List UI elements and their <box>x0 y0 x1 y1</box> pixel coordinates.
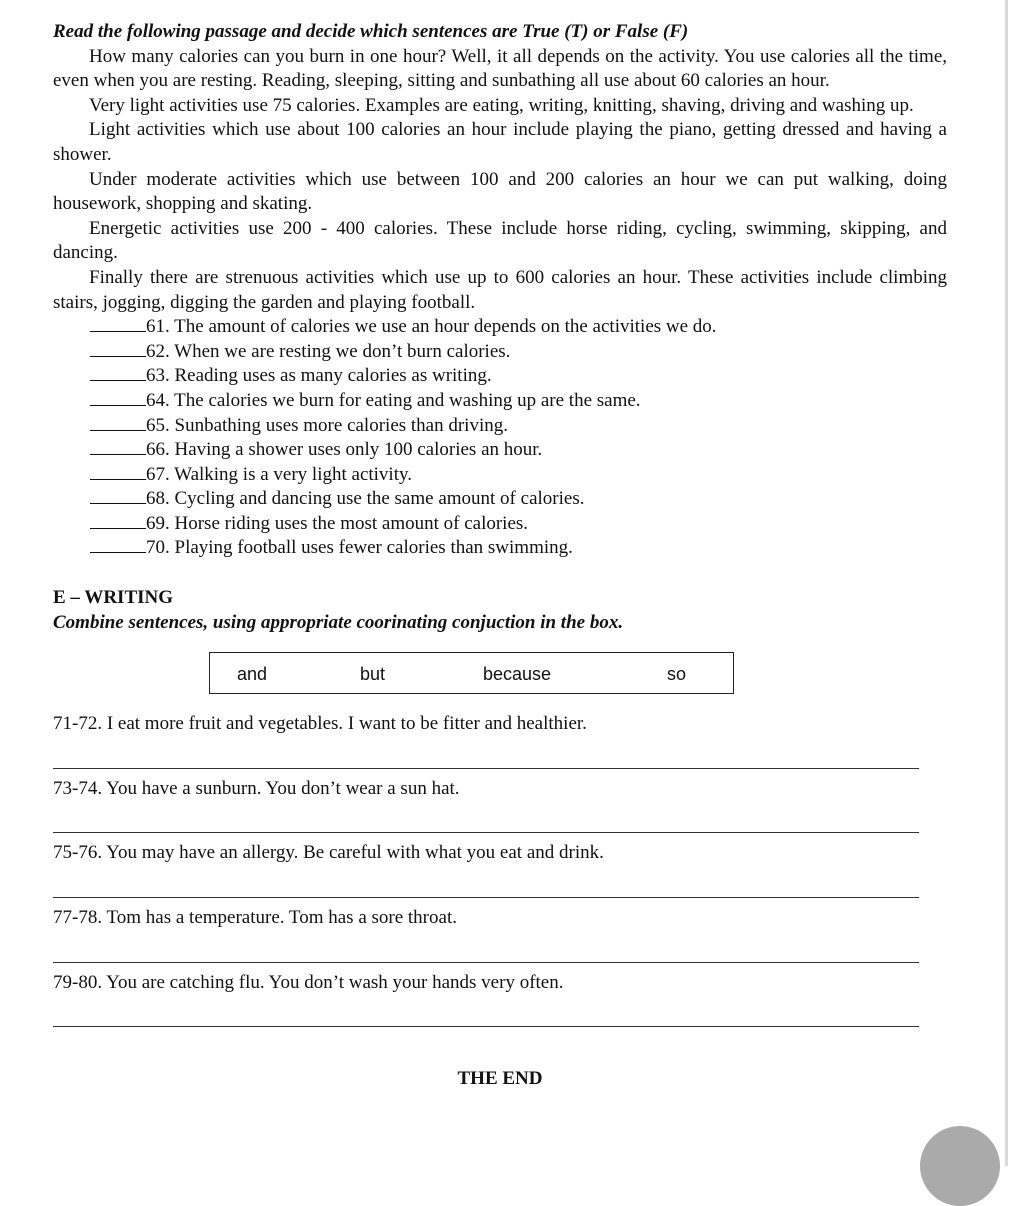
answer-blank[interactable] <box>90 489 146 504</box>
writing-prompt: 79-80. You are catching flu. You don’t wash your hands very often. <box>53 971 564 993</box>
question-item <box>53 463 947 488</box>
writing-items <box>53 712 947 1027</box>
conjunction-word: so <box>667 664 687 685</box>
writing-heading: E – WRITING <box>53 587 174 609</box>
writing-prompt: 77-78. Tom has a temperature. Tom has a sore throat. <box>53 907 457 929</box>
passage-paragraph: How many calories can you burn in one hour? Well, it all depends on the activity. You use calories all the time, even when you are resting. Reading, sleeping, sitting and sunbathing all use about 60 calories an hour. <box>53 45 947 92</box>
question-item <box>53 438 947 463</box>
conjunction-word: but <box>360 664 386 685</box>
question-text: 67. Walking is a very light activity. <box>146 463 413 485</box>
answer-blank[interactable] <box>90 391 146 406</box>
question-text: 70. Playing football uses fewer calories than swimming. <box>146 537 573 559</box>
question-item <box>53 487 947 512</box>
conjunction-word: and <box>237 664 268 685</box>
true-false-questions <box>53 315 947 561</box>
writing-prompt: 75-76. You may have an allergy. Be careful with what you eat and drink. <box>53 842 604 864</box>
writing-prompt: 73-74. You have a sunburn. You don’t wear a sun hat. <box>53 777 460 799</box>
end-label: THE END <box>457 1068 543 1090</box>
passage-paragraph: Very light activities use 75 calories. Examples are eating, writing, knitting, shaving, driving and washing up. <box>89 94 914 116</box>
conjunction-word: because <box>483 664 552 685</box>
passage-paragraph: Light activities which use about 100 calories an hour include playing the piano, getting dressed and having a shower. <box>53 119 947 165</box>
writing-item <box>53 906 947 963</box>
answer-line[interactable] <box>53 953 919 963</box>
question-text: 66. Having a shower uses only 100 calories an hour. <box>146 439 543 461</box>
conjunction-box <box>209 652 734 694</box>
question-text: 64. The calories we burn for eating and washing up are the same. <box>146 389 641 411</box>
question-text: 65. Sunbathing uses more calories than driving. <box>146 414 508 436</box>
question-text: 61. The amount of calories we use an hour depends on the activities we do. <box>146 316 717 338</box>
question-item <box>53 414 947 439</box>
question-item <box>53 389 947 414</box>
question-text: 63. Reading uses as many calories as writing. <box>146 365 492 387</box>
worksheet-page <box>53 20 947 1092</box>
question-item <box>53 340 947 365</box>
writing-item <box>53 777 947 834</box>
passage-paragraph: Energetic activities use 200 - 400 calories. These include horse riding, cycling, swimming, skipping, and dancing. <box>53 217 947 264</box>
question-item <box>53 315 947 340</box>
answer-blank[interactable] <box>90 342 146 357</box>
answer-blank[interactable] <box>90 514 146 529</box>
question-item <box>53 512 947 537</box>
answer-blank[interactable] <box>90 440 146 455</box>
question-text: 62. When we are resting we don’t burn calories. <box>146 340 511 362</box>
reading-instruction: Read the following passage and decide which sentences are True (T) or False (F) <box>53 21 689 42</box>
answer-line[interactable] <box>53 1017 919 1027</box>
scroll-button[interactable] <box>920 1126 1000 1206</box>
answer-line[interactable] <box>53 759 919 769</box>
question-text: 69. Horse riding uses the most amount of calories. <box>146 512 529 534</box>
answer-blank[interactable] <box>90 538 146 553</box>
writing-item <box>53 841 947 898</box>
question-item <box>53 536 947 561</box>
answer-line[interactable] <box>53 823 919 833</box>
passage-paragraph: Under moderate activities which use between 100 and 200 calories an hour we can put walking, doing housework, shopping and skating. <box>53 168 947 215</box>
answer-blank[interactable] <box>90 416 146 431</box>
passage-paragraph: Finally there are strenuous activities which use up to 600 calories an hour. These activities include climbing stairs, jogging, digging the garden and playing football. <box>53 266 947 313</box>
answer-blank[interactable] <box>90 465 146 480</box>
writing-item <box>53 712 947 769</box>
question-item <box>53 364 947 389</box>
writing-prompt: 71-72. I eat more fruit and vegetables. I want to be fitter and healthier. <box>53 713 587 735</box>
question-text: 68. Cycling and dancing use the same amount of calories. <box>146 488 585 510</box>
answer-blank[interactable] <box>90 366 146 381</box>
answer-blank[interactable] <box>90 317 146 332</box>
answer-line[interactable] <box>53 888 919 898</box>
writing-item <box>53 971 947 1028</box>
page-edge-divider <box>1005 0 1008 1166</box>
writing-instruction: Combine sentences, using appropriate coorinating conjuction in the box. <box>53 611 624 633</box>
